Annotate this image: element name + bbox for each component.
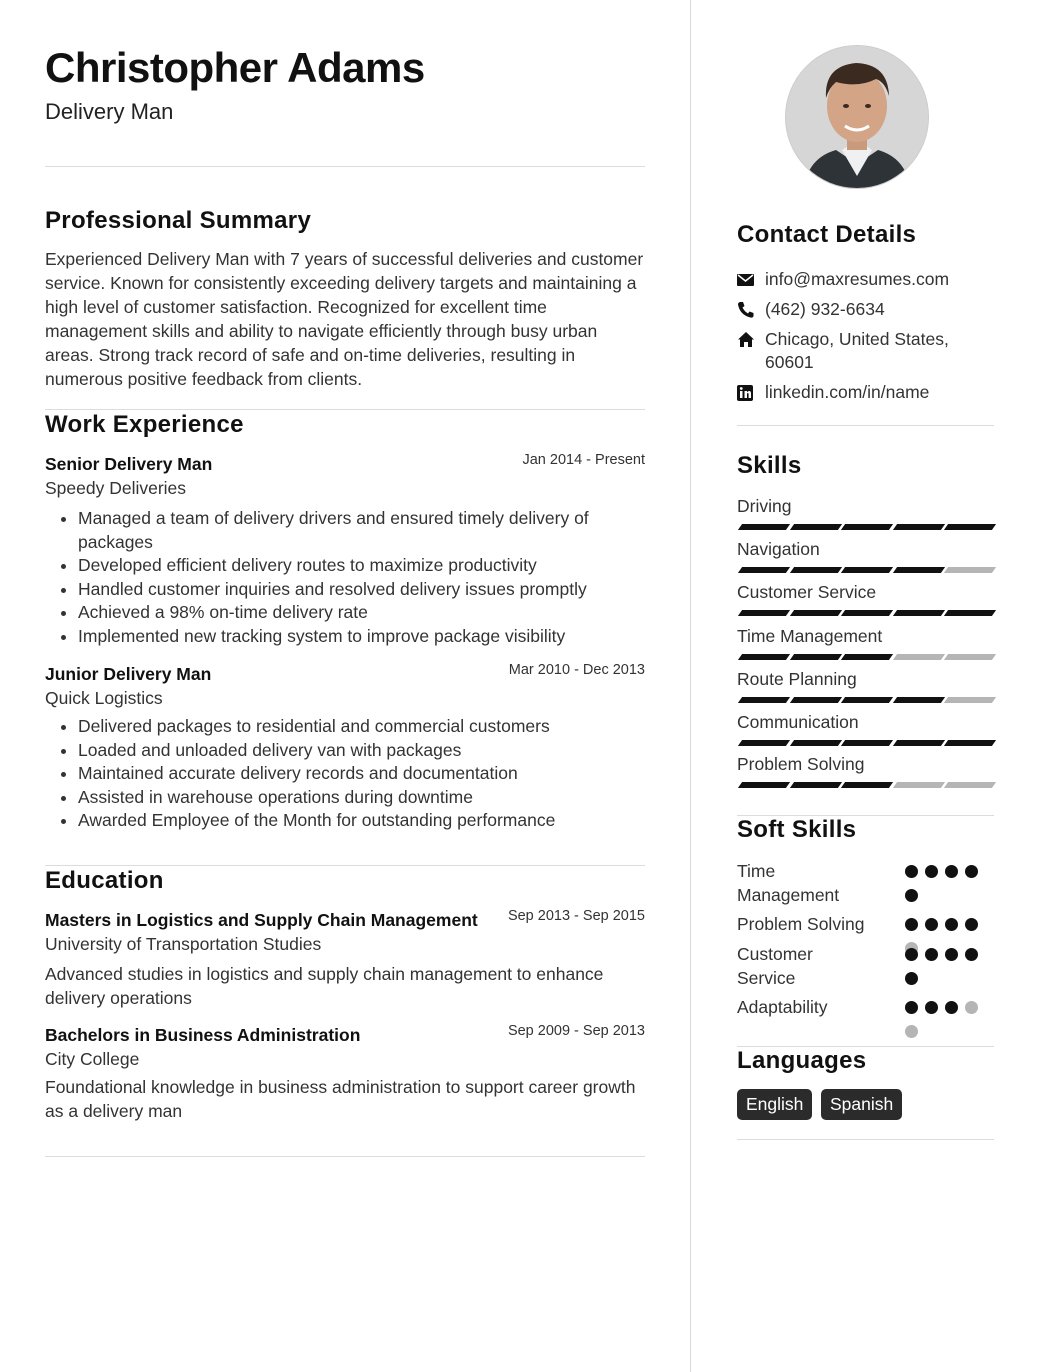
- rating-dot: [965, 948, 978, 961]
- languages-divider: [737, 1139, 994, 1140]
- rating-dot: [905, 972, 918, 985]
- experience-divider: [45, 865, 645, 866]
- rating-dot: [925, 865, 938, 878]
- contact-heading: Contact Details: [737, 221, 917, 248]
- skill-level-segment: [841, 654, 893, 660]
- job-bullets: [45, 507, 645, 648]
- soft-skill-name: Problem Solving: [737, 914, 865, 934]
- rating-dot: [925, 918, 938, 931]
- skill-level-segment: [892, 654, 944, 660]
- skill-level-segment: [789, 782, 841, 788]
- job-company: Speedy Deliveries: [45, 478, 187, 498]
- rating-dot: [945, 918, 958, 931]
- language-badge: Spanish: [821, 1089, 902, 1120]
- soft-skill-name: Customer Service: [737, 944, 813, 988]
- linkedin-icon: [737, 384, 755, 402]
- contact-divider: [737, 425, 994, 426]
- job-title: Junior Delivery Man: [45, 664, 212, 684]
- degree-description: Advanced studies in logistics and supply chain management to enhance delivery operations: [45, 964, 604, 1008]
- skill-level-segment: [841, 567, 893, 573]
- education-heading: Education: [45, 867, 164, 894]
- skill-level-segment: [738, 524, 790, 530]
- list-item: • Managed a team of delivery drivers and ensured timely delivery of packages: [78, 507, 645, 554]
- education-divider: [45, 1156, 645, 1157]
- skill-meter: [737, 567, 994, 573]
- skills-heading: Skills: [737, 452, 802, 479]
- skill-meter: [737, 610, 994, 616]
- skill-level-segment: [789, 697, 841, 703]
- rating-dot: [905, 1025, 918, 1038]
- skill-level-segment: [841, 697, 893, 703]
- school-name: University of Transportation Studies: [45, 934, 322, 954]
- rating-dot: [965, 918, 978, 931]
- phone-icon: [737, 301, 755, 319]
- skill-level-segment: [892, 782, 944, 788]
- soft-skills-heading: Soft Skills: [737, 816, 857, 843]
- skill-level-segment: [738, 567, 790, 573]
- languages-heading: Languages: [737, 1047, 867, 1074]
- degree-date: Sep 2013 - Sep 2015: [507, 908, 645, 924]
- skill-level-segment: [944, 740, 996, 746]
- list-item: • Assisted in warehouse operations during downtime: [78, 786, 645, 810]
- skill-level-segment: [738, 610, 790, 616]
- skill-level-segment: [892, 524, 944, 530]
- skill-level-segment: [841, 610, 893, 616]
- rating-dot: [905, 865, 918, 878]
- summary-divider: [45, 409, 645, 410]
- skill-name: Problem Solving: [737, 754, 865, 774]
- language-badge: English: [737, 1089, 812, 1120]
- avatar: [785, 45, 929, 189]
- job-bullets: [45, 715, 645, 833]
- list-item: • Developed efficient delivery routes to maximize productivity: [78, 554, 645, 578]
- list-item: • Achieved a 98% on-time delivery rate: [78, 601, 645, 625]
- header-divider: [45, 166, 645, 167]
- linkedin-text: linkedin.com/in/name: [765, 382, 930, 402]
- skill-meter: [737, 697, 994, 703]
- rating-dot: [925, 948, 938, 961]
- skill-meter: [737, 654, 994, 660]
- skill-level-segment: [892, 740, 944, 746]
- experience-heading: Work Experience: [45, 411, 244, 438]
- rating-dot: [925, 1001, 938, 1014]
- job-title: Senior Delivery Man: [45, 454, 213, 474]
- skill-meter: [737, 782, 994, 788]
- home-icon: [737, 331, 755, 349]
- degree-title: Bachelors in Business Administration: [45, 1025, 361, 1045]
- skill-name: Navigation: [737, 539, 820, 559]
- rating-dot: [945, 948, 958, 961]
- rating-dot: [965, 1001, 978, 1014]
- rating-dot: [905, 948, 918, 961]
- list-item: • Loaded and unloaded delivery van with packages: [78, 739, 645, 763]
- skill-level-segment: [738, 740, 790, 746]
- skill-meter: [737, 524, 994, 530]
- skill-name: Route Planning: [737, 669, 857, 689]
- skill-level-segment: [944, 654, 996, 660]
- list-item: • Implemented new tracking system to improve package visibility: [78, 625, 645, 649]
- rating-dot: [905, 1001, 918, 1014]
- skill-level-segment: [892, 610, 944, 616]
- school-name: City College: [45, 1049, 140, 1069]
- summary-heading: Professional Summary: [45, 207, 312, 234]
- column-divider: [690, 0, 691, 1372]
- rating-dot: [965, 865, 978, 878]
- skill-level-segment: [789, 567, 841, 573]
- soft-skill-name: Adaptability: [737, 997, 828, 1017]
- skill-level-segment: [892, 697, 944, 703]
- summary-text: Experienced Delivery Man with 7 years of successful deliveries and customer service. Known for consistently exceeding delivery targets and maintaining a high level of customer satisfaction. Recognized for excellent time management skills and ability to navigate efficiently through busy urban areas. Strong track record of safe and on-time deliveries, resulting in numerous positive feedback from clients.: [45, 249, 644, 389]
- job-title: Delivery Man: [45, 99, 174, 124]
- skill-name: Customer Service: [737, 582, 877, 602]
- job-date: Mar 2010 - Dec 2013: [508, 662, 645, 678]
- skill-level-segment: [841, 740, 893, 746]
- rating-dot: [945, 865, 958, 878]
- skill-level-segment: [944, 524, 996, 530]
- rating-dot: [905, 918, 918, 931]
- list-item: • Maintained accurate delivery records and documentation: [78, 762, 645, 786]
- skill-level-segment: [738, 697, 790, 703]
- rating-dot: [945, 1001, 958, 1014]
- envelope-icon: [737, 271, 755, 289]
- skill-level-segment: [738, 654, 790, 660]
- skill-level-segment: [738, 782, 790, 788]
- degree-date: Sep 2009 - Sep 2013: [507, 1023, 645, 1039]
- skill-meter: [737, 740, 994, 746]
- degree-description: Foundational knowledge in business administration to support career growth as a delivery man: [45, 1077, 636, 1121]
- degree-title: Masters in Logistics and Supply Chain Management: [45, 910, 478, 930]
- skill-name: Driving: [737, 496, 792, 516]
- job-company: Quick Logistics: [45, 688, 163, 708]
- job-date: Jan 2014 - Present: [522, 452, 645, 468]
- rating-dot: [905, 889, 918, 902]
- skill-level-segment: [841, 524, 893, 530]
- candidate-name: Christopher Adams: [45, 44, 425, 91]
- profile-photo: [786, 46, 928, 188]
- skill-level-segment: [789, 654, 841, 660]
- skill-level-segment: [789, 524, 841, 530]
- skill-name: Communication: [737, 712, 859, 732]
- skill-level-segment: [944, 610, 996, 616]
- skill-level-segment: [789, 740, 841, 746]
- skill-level-segment: [841, 782, 893, 788]
- list-item: • Awarded Employee of the Month for outstanding performance: [78, 809, 645, 833]
- soft-skill-name: Time Management: [737, 861, 840, 905]
- phone-text: (462) 932-6634: [765, 299, 885, 319]
- list-item: • Handled customer inquiries and resolved delivery issues promptly: [78, 578, 645, 602]
- skill-level-segment: [789, 610, 841, 616]
- email-text: info@maxresumes.com: [765, 269, 950, 289]
- skill-level-segment: [944, 782, 996, 788]
- skill-level-segment: [944, 697, 996, 703]
- list-item: • Delivered packages to residential and commercial customers: [78, 715, 645, 739]
- skill-level-segment: [944, 567, 996, 573]
- skill-name: Time Management: [737, 626, 883, 646]
- address-text: Chicago, United States, 60601: [765, 329, 949, 372]
- skill-level-segment: [892, 567, 944, 573]
